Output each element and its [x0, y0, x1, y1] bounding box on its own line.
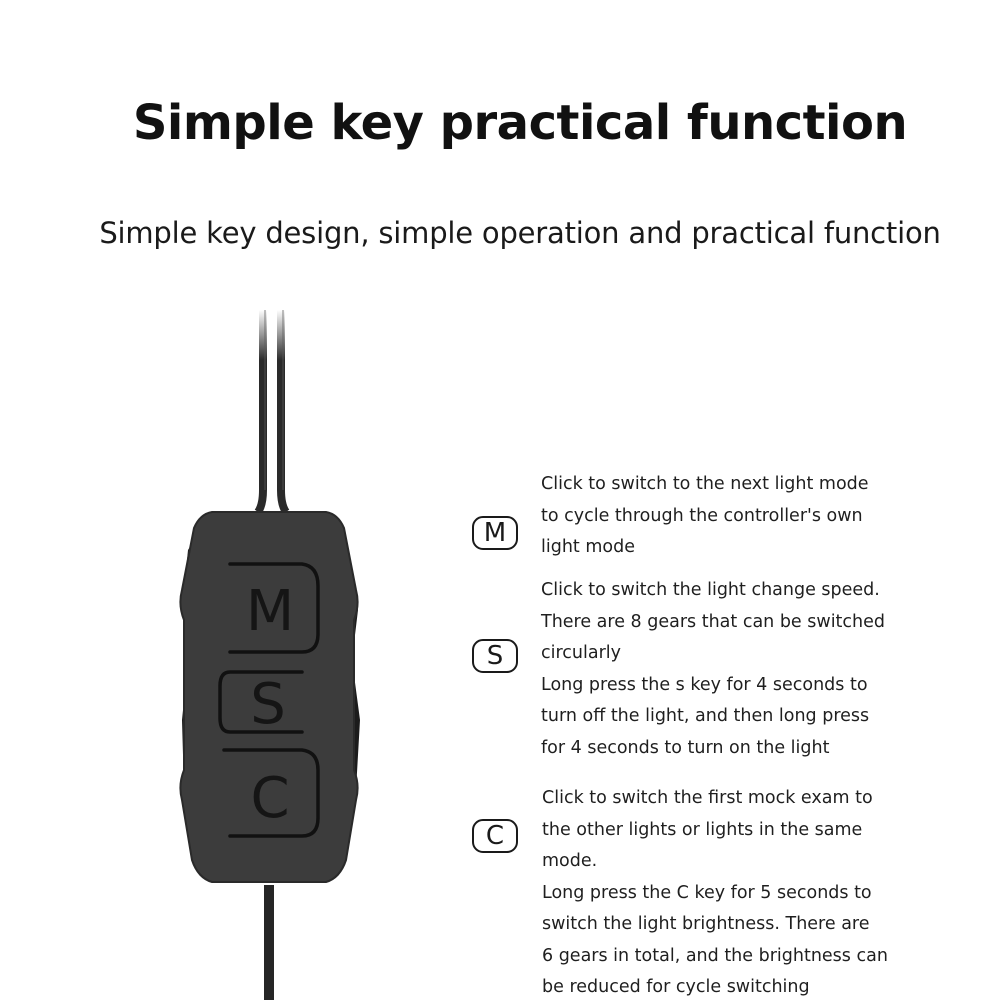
- m-key-description: [541, 469, 901, 564]
- bottom-cable: [264, 885, 274, 1000]
- c-desc-line: be reduced for cycle switching: [542, 977, 810, 997]
- s-desc-line: Long press the s key for 4 seconds to: [541, 674, 868, 695]
- s-desc-line: for 4 seconds to turn on the light: [541, 737, 830, 758]
- c-key-description: [542, 783, 902, 1000]
- s-key-description: [541, 575, 901, 764]
- s-key-badge: S: [472, 639, 518, 673]
- c-desc-line: Long press the C key for 5 seconds to: [542, 882, 872, 903]
- c-desc-line: the other lights or lights in the same: [542, 819, 863, 840]
- c-desc-line: 6 gears in total, and the brightness can: [542, 945, 888, 966]
- c-key[interactable]: C: [250, 766, 290, 831]
- c-desc-line: Click to switch the first mock exam to: [542, 788, 873, 808]
- s-desc-line: There are 8 gears that can be switched: [541, 611, 886, 632]
- s-desc-line: turn off the light, and then long press: [541, 706, 870, 726]
- c-key-badge: C: [472, 819, 518, 853]
- s-key[interactable]: S: [250, 672, 286, 737]
- m-desc-line: to cycle through the controller's own: [541, 505, 863, 526]
- c-desc-line: mode.: [542, 851, 598, 871]
- rgb-controller-image: [170, 300, 370, 1000]
- page-subtitle: Simple key design, simple operation and practical function: [99, 216, 941, 250]
- c-desc-line: switch the light brightness. There are: [542, 914, 870, 934]
- m-key[interactable]: M: [245, 579, 295, 644]
- top-cable: [258, 310, 286, 512]
- s-desc-line: circularly: [541, 643, 622, 663]
- m-desc-line: Click to switch to the next light mode: [541, 474, 869, 494]
- m-desc-line: light mode: [541, 537, 635, 557]
- s-desc-line: Click to switch the light change speed.: [541, 580, 880, 600]
- page-title: Simple key practical function: [132, 95, 908, 151]
- m-key-badge: M: [472, 516, 518, 550]
